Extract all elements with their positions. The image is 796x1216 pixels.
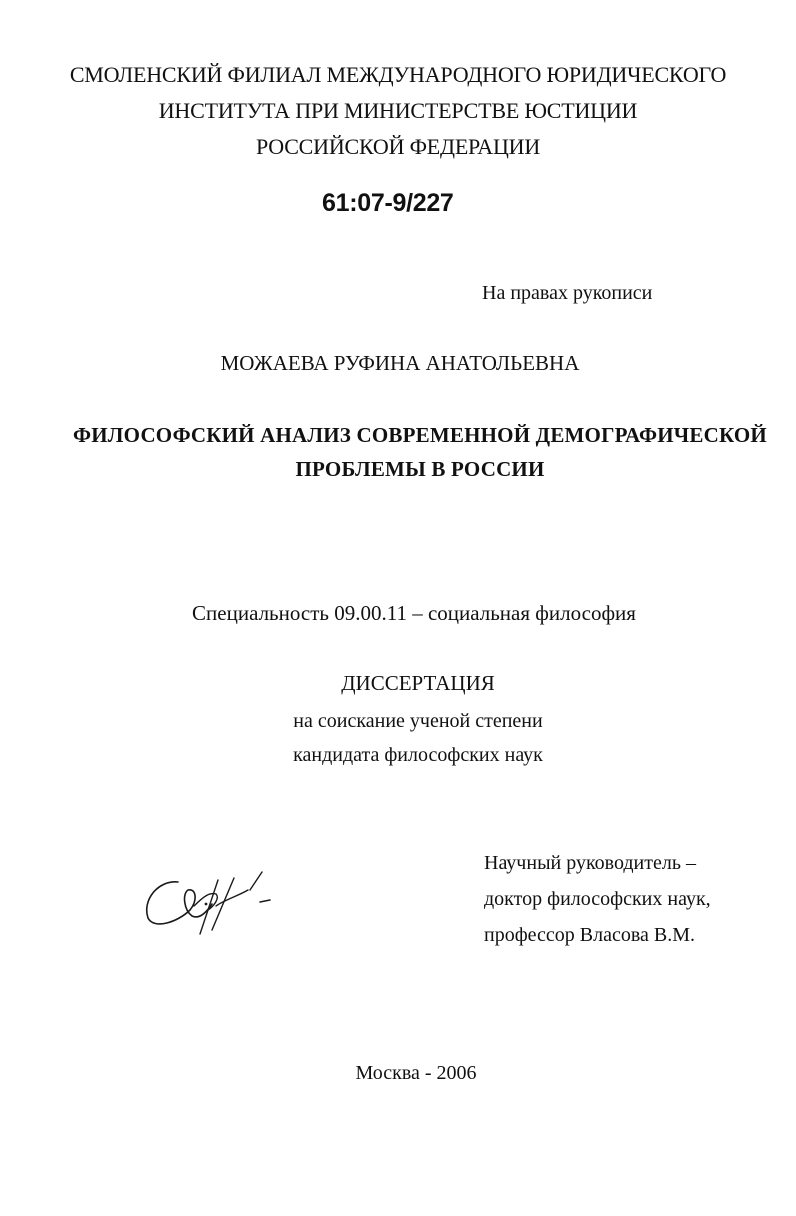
signature-image bbox=[138, 860, 278, 940]
degree-line-1: на соискание ученой степени bbox=[293, 710, 543, 732]
supervisor-line-2: доктор философских наук, bbox=[484, 888, 711, 910]
specialty: Специальность 09.00.11 – социальная философия bbox=[192, 601, 636, 625]
title-line-2: ПРОБЛЕМЫ В РОССИИ bbox=[295, 457, 545, 481]
supervisor-line-3: профессор Власова В.М. bbox=[484, 924, 696, 946]
dissertation-label: ДИССЕРТАЦИЯ bbox=[341, 671, 495, 695]
institution-line-1: СМОЛЕНСКИЙ ФИЛИАЛ МЕЖДУНАРОДНОГО ЮРИДИЧЕСКОГО bbox=[69, 62, 727, 87]
degree-line-2: кандидата философских наук bbox=[293, 744, 543, 766]
manuscript-note: На правах рукописи bbox=[482, 282, 653, 304]
institution-line-3: РОССИЙСКОЙ ФЕДЕРАЦИИ bbox=[255, 134, 541, 159]
supervisor-line-1: Научный руководитель – bbox=[484, 852, 696, 874]
library-code: 61:07-9/227 bbox=[322, 189, 454, 217]
place-year: Москва - 2006 bbox=[355, 1062, 477, 1084]
title-line-1: ФИЛОСОФСКИЙ АНАЛИЗ СОВРЕМЕННОЙ ДЕМОГРАФИЧЕСКОЙ bbox=[73, 423, 767, 447]
author-name: МОЖАЕВА РУФИНА АНАТОЛЬЕВНА bbox=[220, 351, 580, 375]
institution-line-2: ИНСТИТУТА ПРИ МИНИСТЕРСТВЕ ЮСТИЦИИ bbox=[158, 98, 638, 123]
